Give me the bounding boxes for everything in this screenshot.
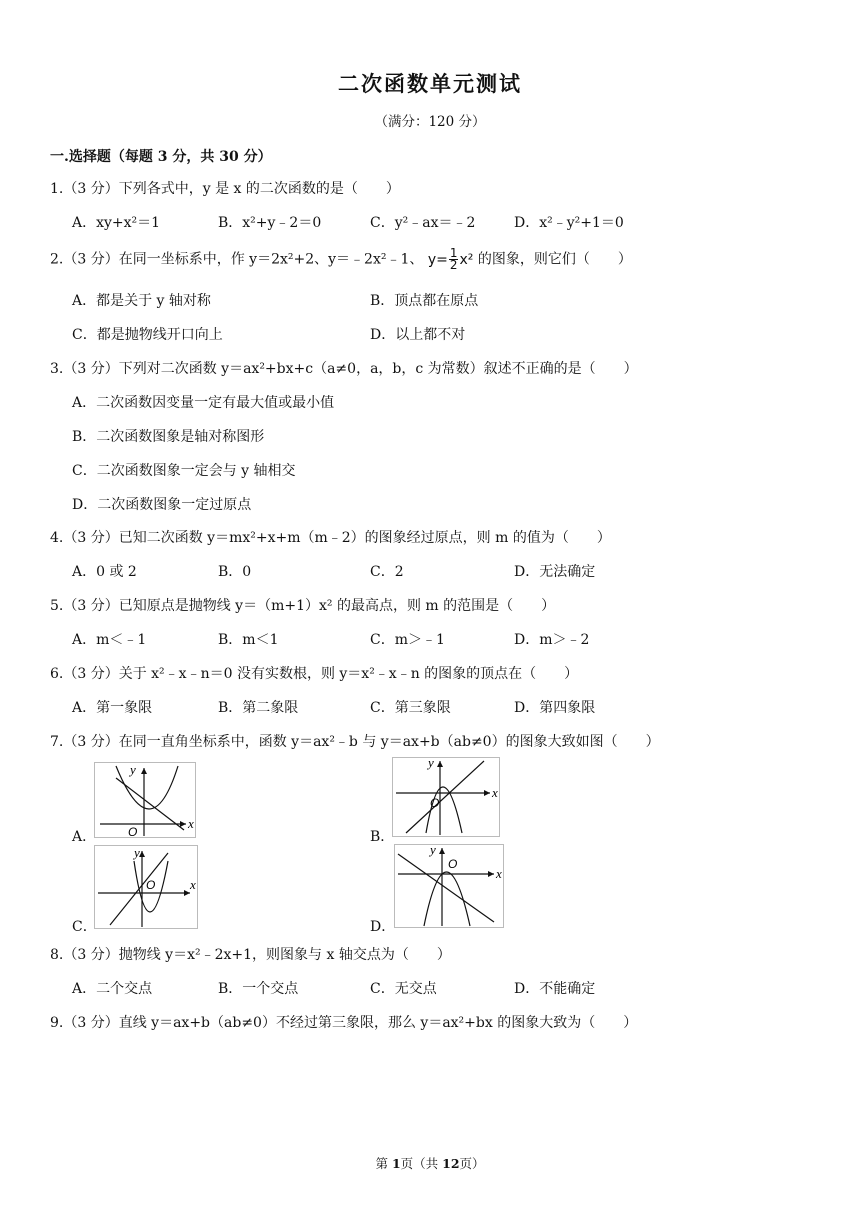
fraction <box>449 248 459 271</box>
question-1-stem: 1.（3 分）下列各式中，y 是 x 的二次函数的是（ ） <box>50 181 400 197</box>
question-1-option-a[interactable]: A．xy+x²＝1 <box>72 215 161 231</box>
y-axis-arrow-icon <box>139 851 145 857</box>
y-axis-label: y <box>130 762 136 777</box>
x-axis-label: x <box>188 816 194 831</box>
question-8-option-b[interactable]: B．一个交点 <box>218 981 299 997</box>
question-2-stem-part-a: 2.（3 分）在同一坐标系中，作 y＝2x²+2、y＝﹣2x²﹣1、 <box>50 251 424 268</box>
page-subtitle: （满分：120 分） <box>374 114 486 130</box>
line <box>406 761 484 833</box>
question-3-option-b[interactable]: B．二次函数图象是轴对称图形 <box>72 429 265 445</box>
question-6-option-b[interactable]: B．第二象限 <box>218 700 299 716</box>
line <box>116 778 184 830</box>
total-page-count: 12 <box>442 1156 460 1171</box>
footer-middle: 页（共 <box>400 1156 443 1171</box>
question-3-option-c[interactable]: C．二次函数图象一定会与 y 轴相交 <box>72 463 296 479</box>
line <box>110 853 168 925</box>
question-2-option-a[interactable]: A．都是关于 y 轴对称 <box>72 293 211 309</box>
fraction-expression <box>427 246 474 272</box>
x-axis-label: x <box>496 866 502 881</box>
question-4-option-c[interactable]: C．2 <box>370 564 404 580</box>
line <box>398 854 494 922</box>
question-8-stem: 8.（3 分）抛物线 y＝x²﹣2x+1，则图象与 x 轴交点为（ ） <box>50 947 451 963</box>
question-7-graph-b[interactable] <box>392 757 500 837</box>
page-title: 二次函数单元测试 <box>338 71 522 96</box>
question-7-option-a[interactable]: A． <box>72 829 97 845</box>
x-axis-arrow-icon <box>484 790 490 796</box>
question-2-option-c[interactable]: C．都是抛物线开口向上 <box>72 327 223 343</box>
question-7-graph-c[interactable] <box>94 845 198 929</box>
fraction-numerator: 1 <box>449 246 458 260</box>
question-5-option-b[interactable]: B．m＜1 <box>218 632 279 648</box>
question-3-stem: 3.（3 分）下列对二次函数 y＝ax²+bx+c（a≠0，a，b，c 为常数）叙述不正确的是（ ） <box>50 361 638 377</box>
question-6-option-c[interactable]: C．第三象限 <box>370 700 451 716</box>
section-heading: 一.选择题（每题 3 分，共 30 分） <box>50 149 272 165</box>
y-axis-arrow-icon <box>141 768 147 774</box>
x-axis-arrow-icon <box>180 821 186 827</box>
parabola <box>116 766 178 809</box>
question-8-option-d[interactable]: D．不能确定 <box>514 981 596 997</box>
question-9-stem: 9.（3 分）直线 y＝ax+b（ab≠0）不经过第三象限，那么 y＝ax²+bx 的图象大致为（ ） <box>50 1015 638 1031</box>
x-axis-arrow-icon <box>488 871 494 877</box>
question-1-option-b[interactable]: B．x²+y﹣2＝0 <box>218 215 322 231</box>
question-6-option-a[interactable]: A．第一象限 <box>72 700 153 716</box>
origin-label: O <box>146 878 156 892</box>
question-5-stem: 5.（3 分）已知原点是抛物线 y＝（m+1）x² 的最高点，则 m 的范围是（ ） <box>50 598 556 614</box>
question-4-option-d[interactable]: D．无法确定 <box>514 564 596 580</box>
question-8-option-c[interactable]: C．无交点 <box>370 981 437 997</box>
footer-prefix: 第 <box>375 1156 392 1171</box>
question-2-stem <box>50 248 632 271</box>
y-axis-label: y <box>430 844 436 857</box>
y-axis-arrow-icon <box>439 848 445 854</box>
question-2-option-b[interactable]: B．顶点都在原点 <box>370 293 479 309</box>
question-3-option-d[interactable]: D．二次函数图象一定过原点 <box>72 497 252 513</box>
origin-label: O <box>128 825 138 838</box>
current-page-number: 1 <box>391 1156 401 1171</box>
fraction-suffix: x² <box>459 251 474 268</box>
question-2-option-d[interactable]: D．以上都不对 <box>370 327 466 343</box>
y-axis-label: y <box>134 845 140 860</box>
question-7-stem: 7.（3 分）在同一直角坐标系中，函数 y＝ax²﹣b 与 y＝ax+b（ab≠0）的图象大致如图（ ） <box>50 734 660 750</box>
y-axis-arrow-icon <box>437 761 443 767</box>
parabola <box>424 872 470 926</box>
fraction-prefix: y= <box>427 251 448 268</box>
question-4-stem: 4.（3 分）已知二次函数 y＝mx²+x+m（m﹣2）的图象经过原点，则 m 的值为（ ） <box>50 530 611 546</box>
x-axis-label: x <box>492 785 498 800</box>
y-axis-label: y <box>428 757 434 770</box>
footer-suffix: 页） <box>459 1156 485 1171</box>
question-1-option-d[interactable]: D．x²﹣y²+1＝0 <box>514 215 624 231</box>
page-footer <box>0 1154 860 1172</box>
fraction-denominator: 2 <box>449 258 458 272</box>
question-7-graph-d[interactable] <box>394 844 504 928</box>
question-7-option-c[interactable]: C． <box>72 919 97 935</box>
question-6-option-d[interactable]: D．第四象限 <box>514 700 596 716</box>
question-7-graph-a[interactable] <box>94 762 196 838</box>
question-5-option-a[interactable]: A．m＜﹣1 <box>72 632 147 648</box>
origin-label: O <box>430 796 440 810</box>
question-8-option-a[interactable]: A．二个交点 <box>72 981 153 997</box>
question-7-option-d[interactable]: D． <box>370 919 396 935</box>
x-axis-label: x <box>190 877 196 892</box>
question-2-stem-part-b: 的图象，则它们（ ） <box>477 251 632 268</box>
question-4-option-a[interactable]: A．0 或 2 <box>72 564 137 580</box>
question-1-option-c[interactable]: C．y²﹣ax＝﹣2 <box>370 215 476 231</box>
question-6-stem: 6.（3 分）关于 x²﹣x﹣n＝0 没有实数根，则 y＝x²﹣x﹣n 的图象的顶点在（ ） <box>50 666 579 682</box>
question-5-option-d[interactable]: D．m＞﹣2 <box>514 632 590 648</box>
origin-label: O <box>448 857 458 871</box>
question-4-option-b[interactable]: B．0 <box>218 564 252 580</box>
question-5-option-c[interactable]: C．m＞﹣1 <box>370 632 445 648</box>
question-7-option-b[interactable]: B． <box>370 829 395 845</box>
question-3-option-a[interactable]: A．二次函数因变量一定有最大值或最小值 <box>72 395 335 411</box>
